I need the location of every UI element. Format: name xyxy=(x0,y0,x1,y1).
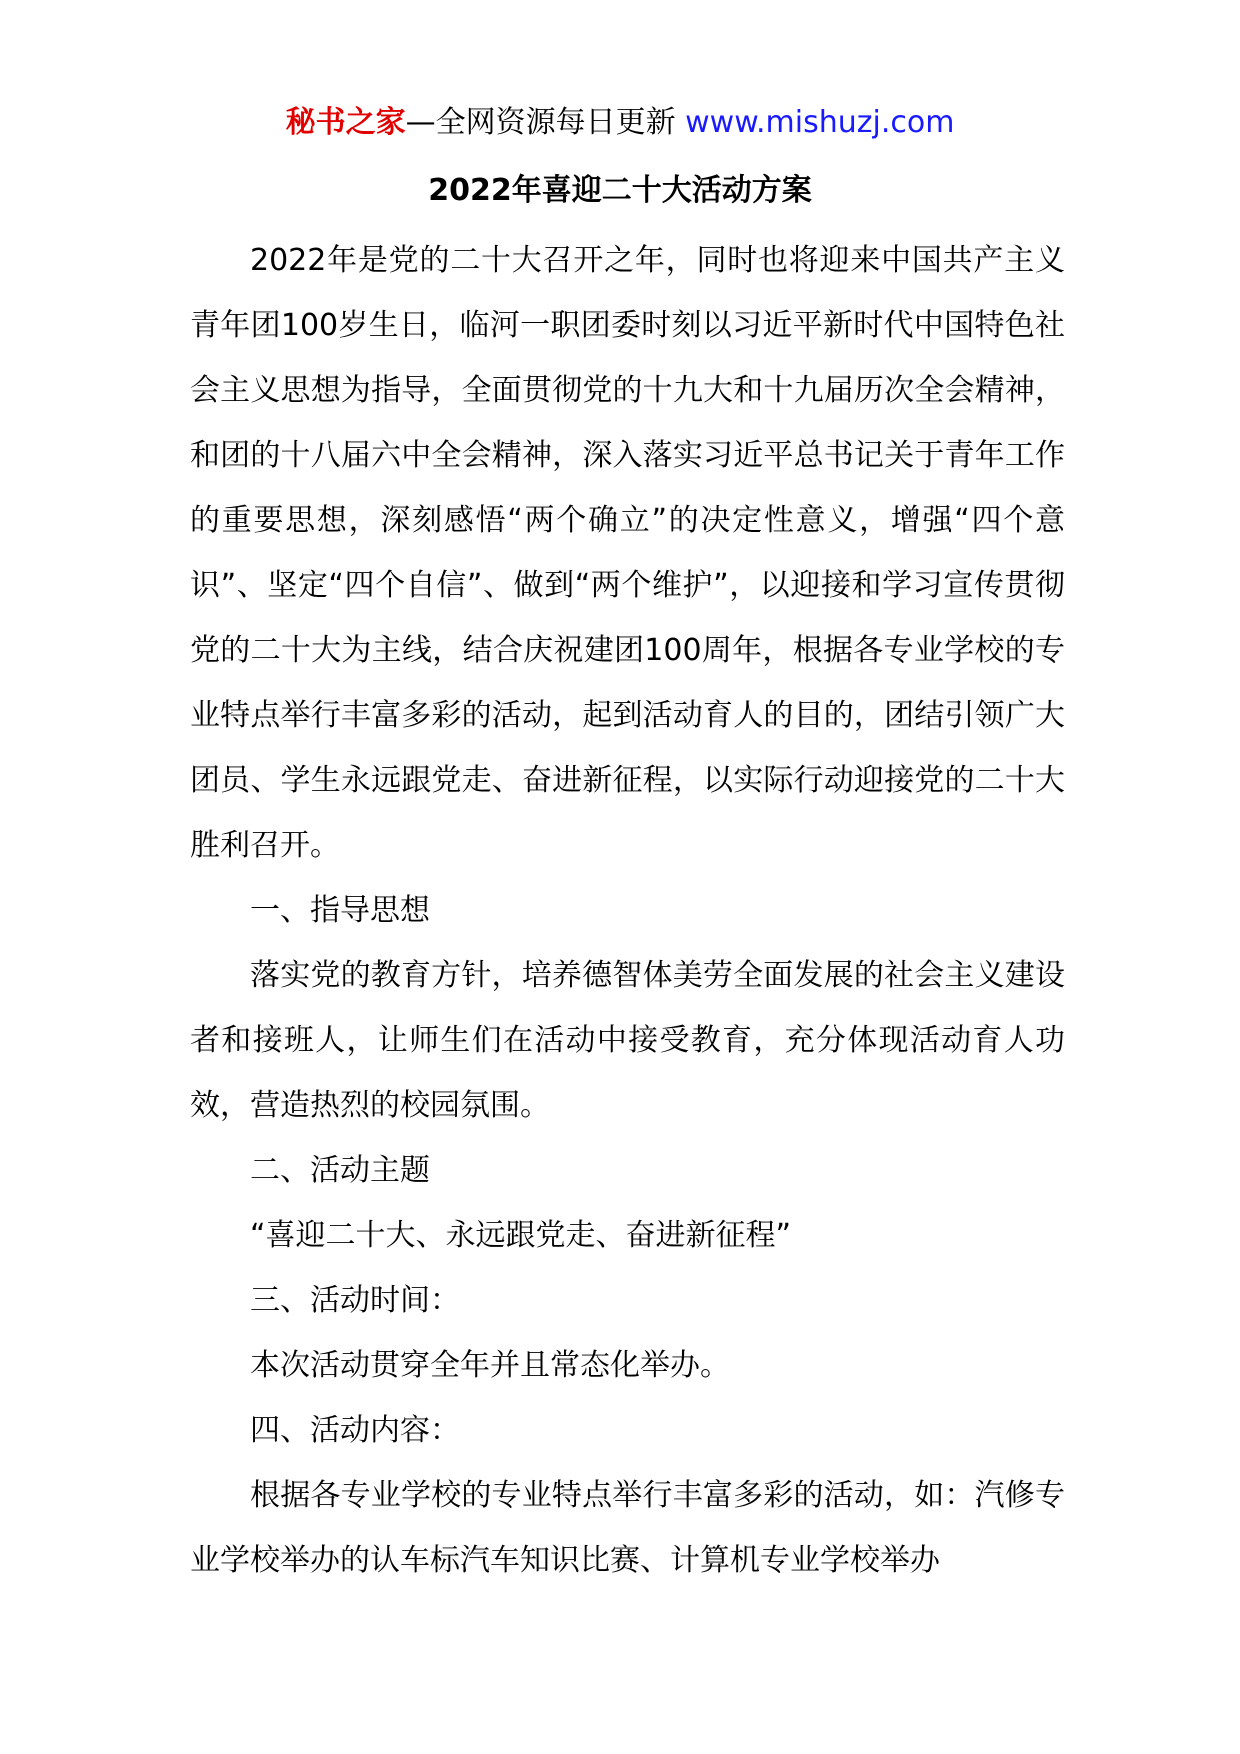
section-heading-guiding-ideology: 一、指导思想 xyxy=(250,893,430,928)
intro-paragraph: 2022年是党的二十大召开之年，同时也将迎来中国共产主义青年团100岁生日，临河一职团委时刻以习近平新时代中国特色社会主义思想为指导，全面贯彻党的十九大和十九届历次全会精神，和团的十八届六中全会精神，深入落实习近平总书记关于青年工作的重要思想，深刻感悟“两个确立”的决定性意义，增强“四个意识”、坚定“四个自信”、做到“两个维护”，以迎接和学习宣传贯彻党的二十大为主线，结合庆祝建团100周年，根据各专业学校的专业特点举行丰富多彩的活动，起到活动育人的目的，团结引领广大团员、学生永远跟党走、奋进新征程，以实际行动迎接党的二十大胜利召开。 xyxy=(190,243,1065,863)
document-body xyxy=(190,228,1065,1593)
section-content-time: 本次活动贯穿全年并且常态化举办。 xyxy=(250,1348,730,1383)
section-heading-theme: 二、活动主题 xyxy=(250,1153,430,1188)
site-banner xyxy=(0,100,1240,146)
document-title: 2022年喜迎二十大活动方案 xyxy=(428,173,812,208)
brand-name: 秘书之家 xyxy=(285,105,406,140)
section-content-theme: “喜迎二十大、永远跟党走、奋进新征程” xyxy=(250,1218,792,1253)
section-heading-time: 三、活动时间： xyxy=(250,1283,460,1318)
section-content-activities: 根据各专业学校的专业特点举行丰富多彩的活动，如：汽修专业学校举办的认车标汽车知识比赛、计算机专业学校举办 xyxy=(190,1478,1065,1578)
section-content-guiding-ideology: 落实党的教育方针，培养德智体美劳全面发展的社会主义建设者和接班人，让师生们在活动中接受教育，充分体现活动育人功效，营造热烈的校园氛围。 xyxy=(190,958,1065,1123)
banner-tagline: —全网资源每日更新 xyxy=(405,105,676,140)
site-url-link[interactable]: www.mishuzj.com xyxy=(685,105,955,140)
section-heading-content: 四、活动内容： xyxy=(250,1413,460,1448)
